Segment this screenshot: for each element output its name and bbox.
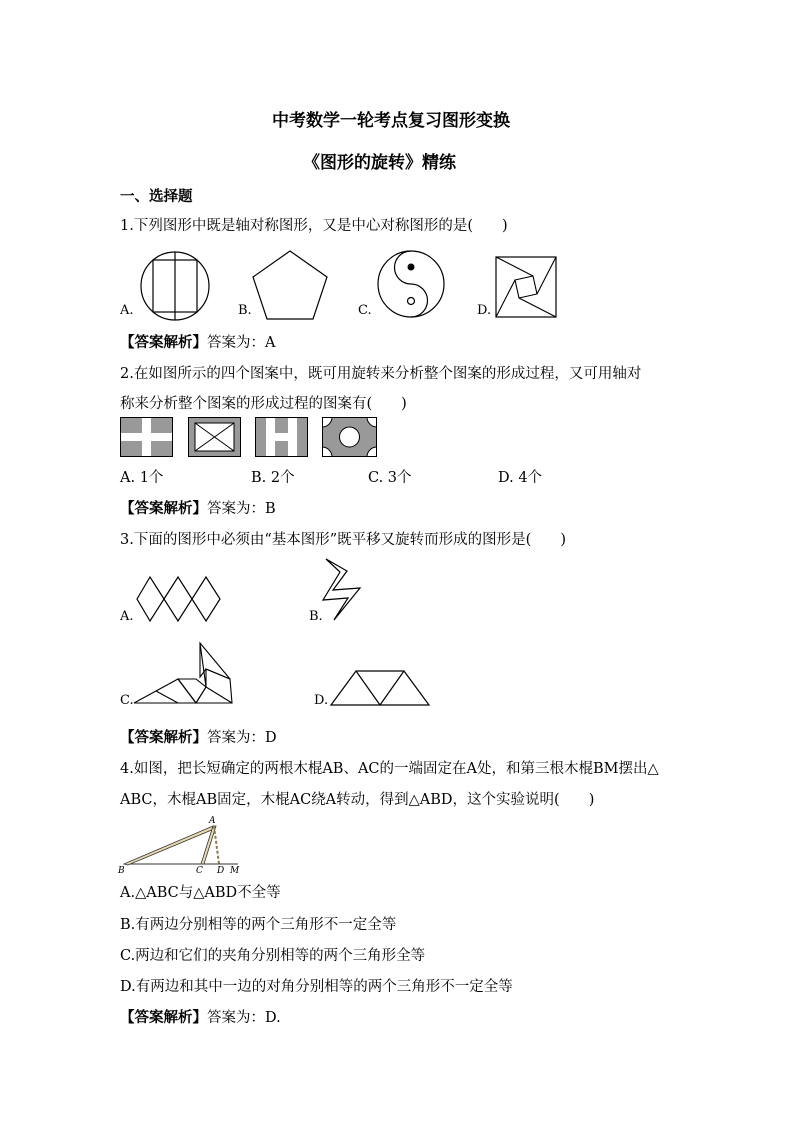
q4-label-a: A	[209, 816, 216, 826]
q1-option-b-label: B.	[238, 303, 252, 318]
q4-label-c: C	[196, 866, 203, 876]
q2-option-b: B. 2个	[251, 470, 295, 486]
q2-figure-3	[255, 417, 309, 458]
q1-option-d-label: D.	[477, 303, 492, 318]
q2-figure-1	[120, 417, 174, 458]
q4-option-b: B.有两边分别相等的两个三角形不一定全等	[120, 917, 397, 933]
q2-option-a: A. 1个	[120, 470, 164, 486]
q4-answer-text: 答案为：D.	[207, 1010, 281, 1026]
q3-answer-label: 【答案解析】	[120, 730, 207, 746]
q2-answer	[120, 497, 276, 518]
q3-option-c-label: C.	[120, 693, 134, 708]
q3-stem: 3.下面的图形中必须由“基本图形”既平移又旋转而形成的图形是( )	[120, 532, 566, 548]
q4-label-m: M	[230, 866, 240, 876]
q4-stem-line2: ABC，木棍AB固定，木棍AC绕A转动，得到△ABD，这个实验说明( )	[120, 792, 595, 808]
q1-figure-c	[375, 248, 449, 320]
q1-option-a-label: A.	[120, 303, 134, 318]
q2-option-d: D. 4个	[498, 470, 543, 486]
q1-answer-text: 答案为：A	[207, 335, 276, 351]
q4-stem-line1: 4.如图，把长短确定的两根木棍AB、AC的一端固定在A处，和第三根木棍BM摆出△	[120, 761, 659, 777]
q2-stem-line2: 称来分析整个图案的形成过程的图案有( )	[120, 396, 407, 412]
q3-answer-text: 答案为：D	[207, 730, 277, 746]
q3-option-d-label: D.	[314, 693, 329, 708]
q4-answer-label: 【答案解析】	[120, 1010, 207, 1026]
q4-label-d: D	[217, 866, 225, 876]
q3-answer	[120, 726, 277, 747]
q4-option-d: D.有两边和其中一边的对角分别相等的两个三角形不一定全等	[120, 979, 513, 995]
q2-stem-line1: 2.在如图所示的四个图案中，既可用旋转来分析整个图案的形成过程，又可用轴对	[120, 366, 642, 382]
q3-figure-d	[330, 670, 430, 708]
q1-stem: 1.下列图形中既是轴对称图形，又是中心对称图形的是( )	[120, 218, 508, 234]
q1-answer	[120, 331, 275, 352]
q4-answer	[120, 1006, 281, 1027]
q1-figure-a	[136, 250, 218, 322]
q3-figure-b	[322, 558, 366, 624]
q2-option-c: C. 3个	[368, 470, 412, 486]
q2-figure-2	[188, 417, 242, 458]
section-heading: 一、选择题	[120, 189, 193, 205]
q4-figure	[118, 812, 248, 874]
page-title: 中考数学一轮考点复习图形变换	[272, 111, 510, 131]
q1-figure-b	[250, 248, 330, 322]
q1-answer-label: 【答案解析】	[120, 335, 207, 351]
page-subtitle: 《图形的旋转》精练	[303, 153, 456, 173]
q3-figure-a	[136, 576, 226, 624]
q1-option-c-label: C.	[358, 303, 372, 318]
q3-option-a-label: A.	[120, 609, 134, 624]
q4-option-c: C.两边和它们的夹角分别相等的两个三角形全等	[120, 948, 426, 964]
q2-answer-label: 【答案解析】	[120, 501, 207, 517]
q2-answer-text: 答案为：B	[207, 501, 276, 517]
q4-option-a: A.△ABC与△ABD不全等	[120, 885, 281, 901]
q2-figure-4	[322, 417, 378, 458]
q1-figure-d	[495, 256, 559, 320]
q4-label-b: B	[118, 866, 125, 876]
q3-option-b-label: B.	[309, 609, 323, 624]
q3-figure-c	[134, 641, 234, 707]
